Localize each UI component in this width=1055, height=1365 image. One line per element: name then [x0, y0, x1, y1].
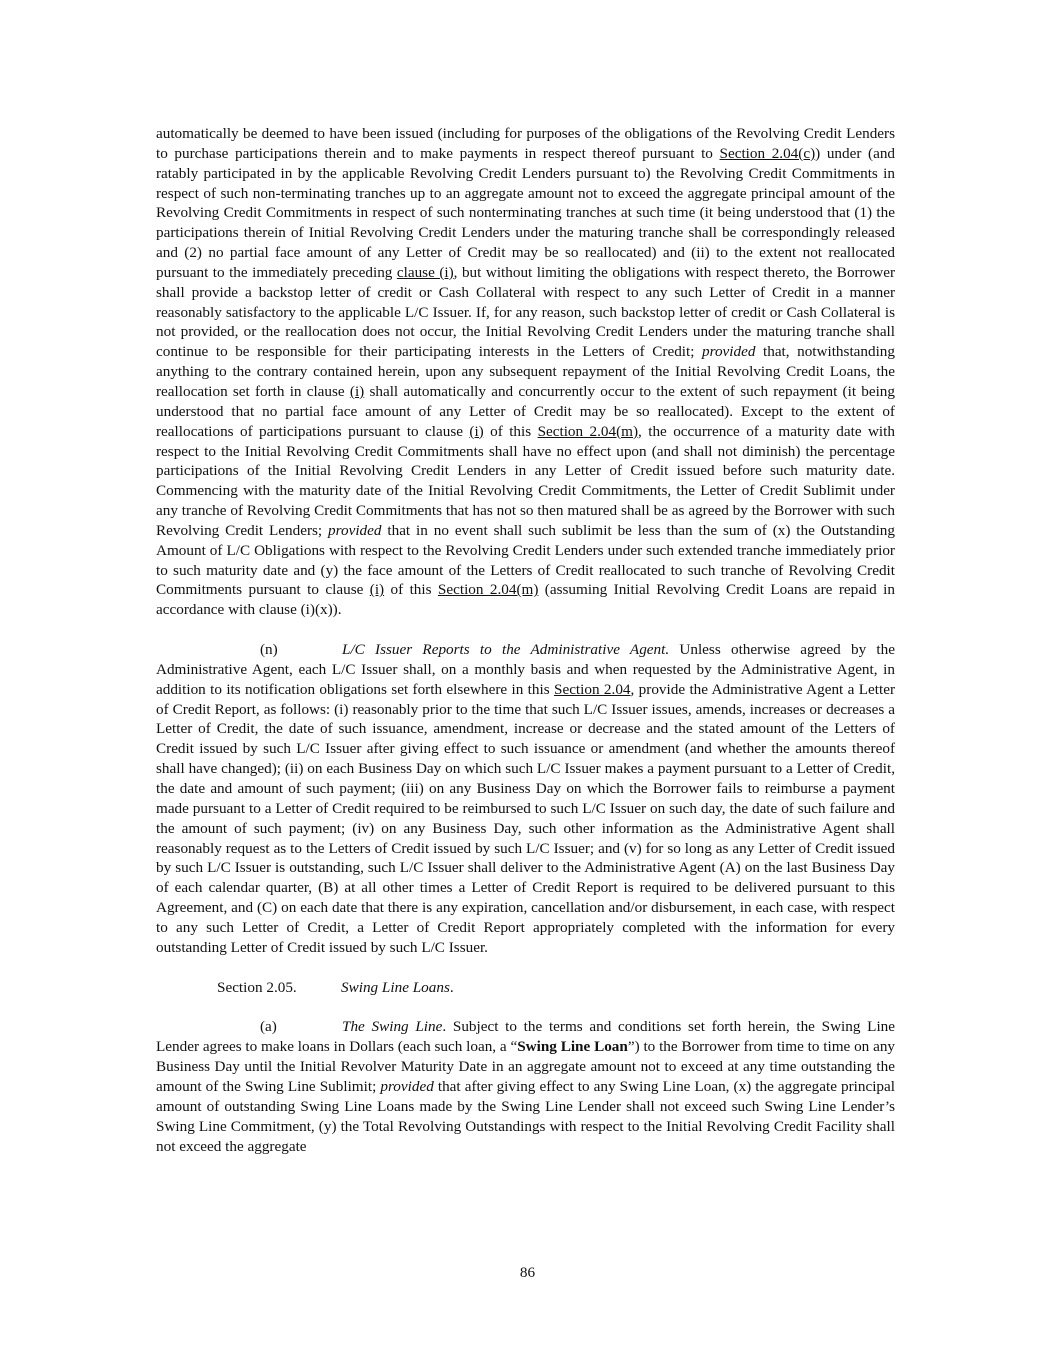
text-run: , the occurrence of a maturity date with respect to the Initial Revolving Credit Commitments shall have no effect upon (and shall not diminish) the percentage participations of the Initial Revolving Credit Lenders in any Letter of Credit issued before such maturity date. Commencing with the maturity date of the Initial Revolving Credit Commitments, the Letter of Credit Sublimit under any tranche of Revolving Credit Commitments that has not so then matured shall be as agreed by the Borrower with such Revolving Credit Lenders;	[156, 422, 895, 539]
document-page	[156, 124, 895, 1156]
cross-reference: (i)	[469, 422, 484, 440]
paragraph-lc-issuer-reports	[156, 640, 895, 958]
text-run: ”) to the Borrower from time to time on any Business Day until the Initial Revolver Maturity Date in an aggregate amount not to exceed at any time outstanding the amount of the Swing Line Sublimit;	[156, 1038, 896, 1095]
text-run: of this	[483, 422, 538, 440]
cross-reference: (i)	[369, 581, 385, 599]
section-title-period: .	[449, 978, 454, 996]
text-run: , but without limiting the obligations with respect thereto, the Borrower shall provide a backstop letter of credit or Cash Collateral with respect to any such Letter of Credit in a manner reasonably satisfactory to the applicable L/C Issuer. If, for any reason, such backstop letter of credit or Cash Collateral is not provided, or the reallocation does not occur, the Initial Revolving Credit Lenders under the maturing tranche shall continue to be responsible for their participating interests in the Letters of Credit;	[156, 263, 896, 361]
cross-reference: (i)	[349, 382, 365, 400]
cross-reference: Section 2.04	[554, 680, 631, 698]
emphasis-provided: provided	[702, 343, 756, 361]
text-run: ) under (and ratably participated in by the applicable Revolving Credit Lenders pursuant to) the Revolving Credit Commitments in respect of such non-terminating tranches up to an aggregate amount not to exceed the aggregate principal amount of the Revolving Credit Commitments in respect of such nonterminating tranches at such time (it being understood that (1) the participations therein of Initial Revolving Credit Lenders under the maturing tranche shall be correspondingly released and (2) no partial face amount of any Letter of Credit may be so reallocated) and (ii) to the extent not reallocated pursuant to the immediately preceding	[156, 144, 896, 281]
cross-reference: clause (i)	[396, 263, 454, 281]
text-run: that after giving effect to any Swing Line Loan, (x) the aggregate principal amount of outstanding Swing Line Loans made by the Swing Line Lender shall not exceed such Swing Line Lender’s Swing Line Commitment, (y) the Total Revolving Outstandings with respect to the Initial Revolving Credit Facility shall not exceed the aggregate	[156, 1077, 895, 1155]
cross-reference: Section 2.04(m)	[437, 581, 539, 599]
section-title: Swing Line Loans	[341, 978, 450, 996]
text-run: that in no event shall such sublimit be less than the sum of (x) the Outstanding Amount of L/C Obligations with respect to the Revolving Credit Lenders under such extended tranche immediately prior to such maturity date and (y) the face amount of the Letters of Credit reallocated to such tranche of Revolving Credit Commitments pursuant to clause	[156, 521, 895, 599]
section-heading	[156, 978, 895, 998]
clause-heading: The Swing Line	[342, 1018, 443, 1036]
clause-label: (n)	[260, 641, 278, 659]
defined-term: Swing Line Loan	[517, 1038, 628, 1056]
text-run: automatically be deemed to have been issued (including for purposes of the obligations of the Revolving Credit Lenders to purchase participations therein and to make payments in respect thereof pursuant to	[156, 125, 895, 162]
text-run: . Subject to the terms and conditions set forth herein, the Swing Line Lender agrees to make loans in Dollars (each such loan, a “	[156, 1018, 895, 1056]
section-number: Section 2.05.	[217, 978, 297, 996]
text-run: , provide the Administrative Agent a Letter of Credit Report, as follows: (i) reasonably prior to the time that such L/C Issuer issues, amends, increases or decreases a Letter of Credit, the date of such issuance, amendment, increase or decrease and the stated amount of the Letters of Credit issued by such L/C Issuer after giving effect to such issuance or amendment (and whether the amounts thereof shall have changed); (ii) on each Business Day on which such L/C Issuer makes a payment pursuant to a Letter of Credit, the date and amount of such payment; (iii) on any Business Day on which the Borrower fails to reimburse a payment made pursuant to a Letter of Credit required to be reimbursed to such L/C Issuer on such day, the date of such failure and the amount of such payment; (iv) on any Business Day, such other information as the Administrative Agent shall reasonably request as to the Letters of Credit issued by such L/C Issuer; and (v) for so long as any Letter of Credit issued by such L/C Issuer is outstanding, such L/C Issuer shall deliver to the Administrative Agent (A) on the last Business Day of each calendar quarter, (B) at all other times a Letter of Credit Report is required to be delivered pursuant to this Agreement, and (C) on each date that there is any expiration, cancellation and/or disbursement, in each case, with respect to any such Letter of Credit, a Letter of Credit Report appropriately completed with the information for every outstanding Letter of Credit issued by such L/C Issuer.	[156, 680, 896, 956]
emphasis-provided: provided	[380, 1077, 434, 1095]
text-run: shall automatically and concurrently occur to the extent of such repayment (it being understood that no partial face amount of any Letter of Credit may be so reallocated). Except to the extent of reallocations of participations pursuant to clause	[156, 382, 895, 440]
paragraph-reallocation	[156, 124, 895, 620]
cross-reference: Section 2.04(c)	[719, 144, 816, 162]
page-number: 86	[519, 1264, 536, 1281]
text-run: Unless otherwise agreed by the Administrative Agent, each L/C Issuer shall, on a monthly basis and when requested by the Administrative Agent, in addition to its notification obligations set forth elsewhere in this	[156, 641, 895, 698]
paragraph-swing-line	[156, 1017, 895, 1156]
clause-heading: L/C Issuer Reports to the Administrative Agent.	[342, 641, 670, 659]
emphasis-provided: provided	[328, 521, 382, 539]
text-run: of this	[384, 581, 438, 599]
clause-label: (a)	[260, 1018, 277, 1036]
cross-reference: Section 2.04(m)	[537, 422, 639, 440]
text-run: (assuming Initial Revolving Credit Loans are repaid in accordance with clause (i)(x)).	[156, 581, 895, 619]
text-run: that, notwithstanding anything to the contrary contained herein, upon any subsequent repayment of the Initial Revolving Credit Loans, the reallocation set forth in clause	[156, 343, 895, 400]
